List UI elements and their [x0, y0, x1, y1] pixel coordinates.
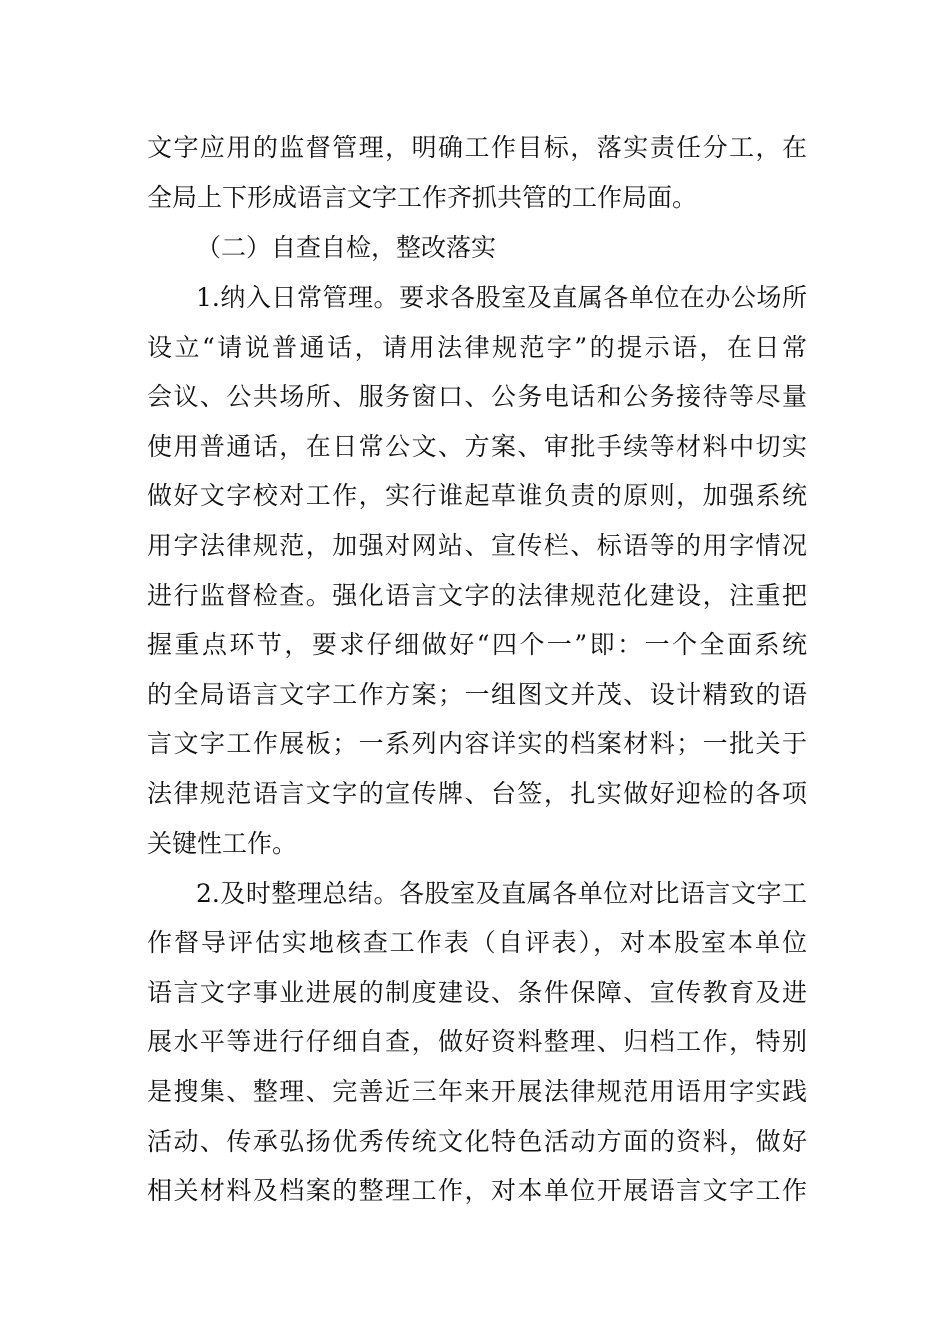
text-line: 的全局语言文字工作方案；一组图文并茂、设计精致的语 [147, 680, 807, 709]
text-line: 文字应用的监督管理，明确工作目标，落实责任分工，在 [147, 133, 807, 162]
text-line: 关键性工作。 [147, 829, 298, 858]
text-line: 是搜集、整理、完善近三年来开展法律规范用语用字实践 [147, 1077, 807, 1106]
text-line: 作督导评估实地核查工作表（自评表），对本股室本单位 [147, 928, 807, 957]
text-line: 语言文字事业进展的制度建设、条件保障、宣传教育及进 [147, 978, 807, 1007]
text-line: 握重点环节，要求仔细做好“四个一”即：一个全面系统 [147, 630, 807, 659]
paragraph-start-line: 1.纳入日常管理。要求各股室及直属各单位在办公场所 [196, 283, 807, 312]
text-line: 使用普通话，在日常公文、方案、审批手续等材料中切实 [147, 432, 807, 461]
paragraph-start-line: 2.及时整理总结。各股室及直属各单位对比语言文字工 [196, 879, 807, 908]
text-line: 展水平等进行仔细自查，做好资料整理、归档工作，特别 [147, 1027, 807, 1056]
text-line: 会议、公共场所、服务窗口、公务电话和公务接待等尽量 [147, 382, 807, 411]
text-line: 言文字工作展板；一系列内容详实的档案材料；一批关于 [147, 729, 807, 758]
text-line: 相关材料及档案的整理工作，对本单位开展语言文字工作 [147, 1176, 807, 1205]
text-line: 进行监督检查。强化语言文字的法律规范化建设，注重把 [147, 581, 807, 610]
text-line: 做好文字校对工作，实行谁起草谁负责的原则，加强系统 [147, 481, 807, 510]
text-line: 设立“请说普通话，请用法律规范字”的提示语，在日常 [147, 333, 807, 362]
text-line: 法律规范语言文字的宣传牌、台签，扎实做好迎检的各项 [147, 779, 807, 808]
section-heading: （二）自查自检，整改落实 [196, 233, 497, 262]
text-line: 全局上下形成语言文字工作齐抓共管的工作局面。 [147, 183, 698, 212]
text-line: 用字法律规范，加强对网站、宣传栏、标语等的用字情况 [147, 531, 807, 560]
text-line: 活动、传承弘扬优秀传统文化特色活动方面的资料，做好 [147, 1127, 807, 1156]
